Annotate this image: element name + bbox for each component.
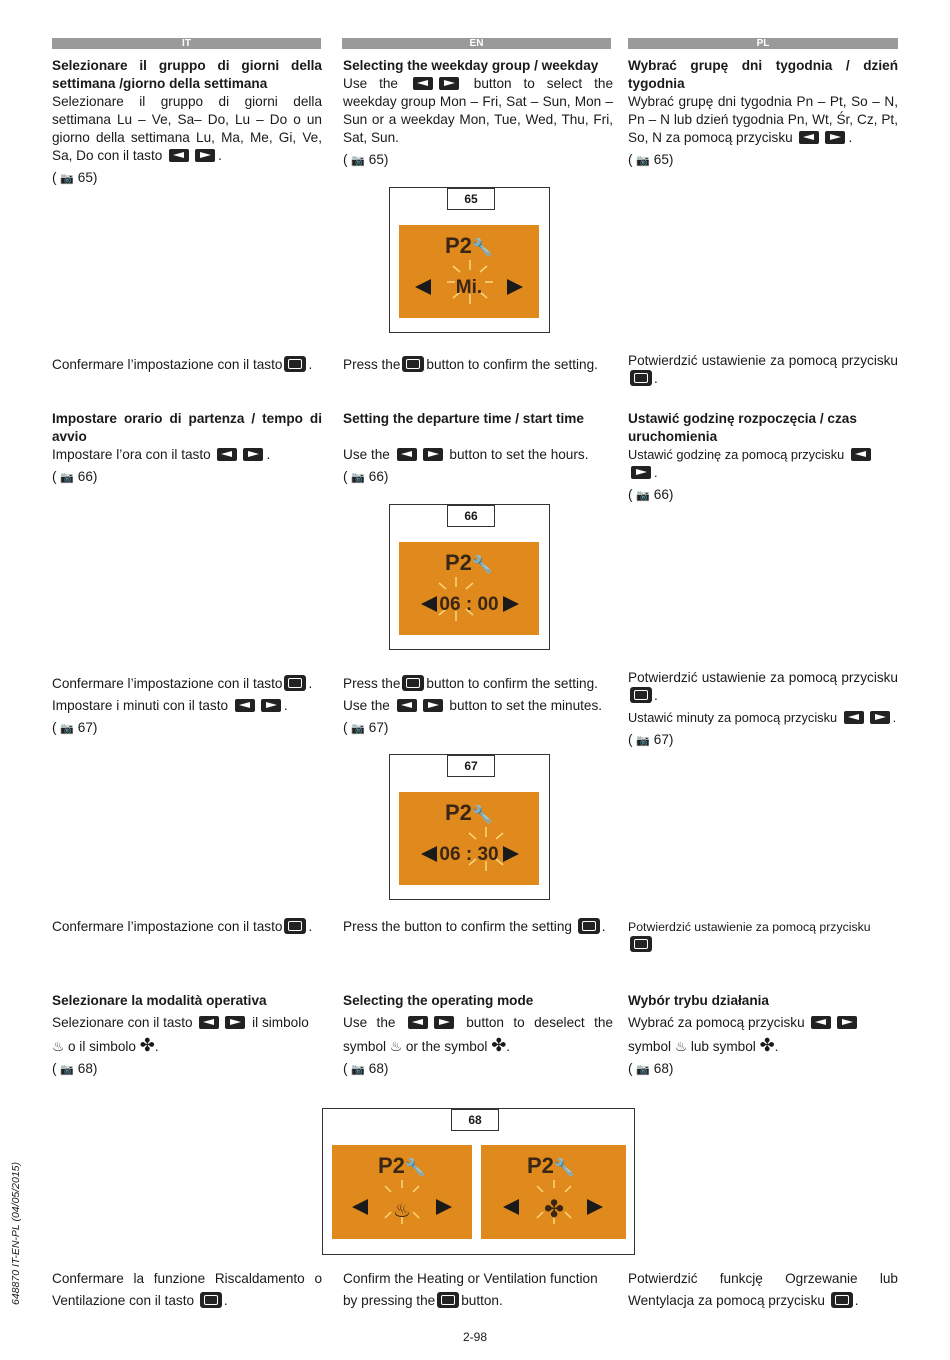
figure-67 bbox=[389, 754, 550, 900]
c2-pl-ref: 67 bbox=[653, 732, 669, 747]
right-button-icon bbox=[423, 699, 443, 712]
s2-it: Impostare orario di partenza / tempo di avvio Impostare l’ora con il tasto . ( 📷 66) bbox=[52, 411, 322, 484]
s3-en-ref: 68 bbox=[368, 1061, 384, 1076]
s1-en-body-pre: Use the bbox=[343, 76, 398, 91]
s3-en-title: Selecting the operating mode bbox=[343, 993, 534, 1008]
s2-en-body: button to set the hours. bbox=[449, 447, 589, 462]
c3-it: Confermare l’impostazione con il tasto . bbox=[52, 919, 313, 934]
left-button-icon bbox=[413, 77, 433, 90]
heating-icon: ♨ bbox=[52, 1039, 65, 1054]
figure-ref-icon: 📷 bbox=[351, 1064, 366, 1076]
s3-pl-title: Wybór trybu działania bbox=[628, 993, 769, 1008]
right-button-icon bbox=[837, 1016, 857, 1029]
right-button-icon bbox=[870, 711, 890, 724]
s2-it-ref: 66 bbox=[77, 469, 93, 484]
right-button-icon bbox=[195, 149, 215, 162]
figure-ref-icon: 📷 bbox=[636, 1064, 651, 1076]
c1-pl: Potwierdzić ustawienie za pomocą przycisku. bbox=[628, 353, 898, 386]
left-button-icon bbox=[169, 149, 189, 162]
left-button-icon bbox=[851, 448, 871, 461]
right-arrow-icon bbox=[436, 1199, 452, 1215]
s1-pl-body: Wybrać grupę dni tygodnia Pn – Pt, So – N, Pn – N lub dzień tygodnia Pn, Wt, Śr, Cz, Pt, So, N za pomocą przycisku bbox=[628, 94, 898, 145]
wrench-icon: 🔧 bbox=[553, 1158, 576, 1177]
figure-68 bbox=[322, 1108, 635, 1255]
right-button-icon bbox=[261, 699, 281, 712]
c1-it: Confermare l’impostazione con il tasto . bbox=[52, 357, 313, 372]
left-button-icon bbox=[408, 1016, 428, 1029]
c2-en-post: button to confirm the setting. bbox=[426, 676, 598, 691]
program-label: P2🔧 bbox=[527, 1153, 576, 1178]
right-button-icon bbox=[243, 448, 263, 461]
wrench-icon: 🔧 bbox=[404, 1158, 427, 1177]
figure-ref-icon: 📷 bbox=[636, 490, 651, 502]
ok-button-icon bbox=[630, 936, 652, 952]
display-screen bbox=[399, 225, 539, 318]
left-button-icon bbox=[811, 1016, 831, 1029]
s3-en: Selecting the operating mode Use the button to deselect the symbol ♨ or the symbol ✤. ( 📷 68) bbox=[343, 990, 613, 1081]
ok-button-icon bbox=[437, 1292, 459, 1308]
s2-it-title: Impostare orario di partenza / tempo di avvio bbox=[52, 411, 322, 444]
wrench-icon: 🔧 bbox=[471, 805, 494, 824]
s3-it-ref: 68 bbox=[77, 1061, 93, 1076]
ok-button-icon bbox=[402, 356, 424, 372]
c2-en-pre: Press the bbox=[343, 676, 401, 691]
fan-icon: ✤ bbox=[759, 1035, 775, 1055]
c4-it-text: Confermare la funzione Riscaldamento o Ventilazione con il tasto bbox=[52, 1271, 322, 1308]
s2-pl-ref: 66 bbox=[653, 487, 669, 502]
c3-it-text: Confermare l’impostazione con il tasto bbox=[52, 919, 283, 934]
c1-pl-text: Potwierdzić ustawienie za pomocą przycisku bbox=[628, 353, 898, 368]
s2-en-ref: 66 bbox=[368, 469, 384, 484]
figure-ref-icon: 📷 bbox=[636, 735, 651, 747]
s3-pl-body-mid: symbol bbox=[628, 1039, 672, 1054]
program-label: P2🔧 bbox=[445, 550, 494, 575]
ok-button-icon bbox=[578, 918, 600, 934]
header-it: IT bbox=[52, 38, 321, 49]
ok-button-icon bbox=[200, 1292, 222, 1308]
time-value: 06 : 30 bbox=[439, 844, 499, 865]
s3-it: Selezionare la modalità operativa Selezionare con il tasto il simbolo ♨ o il simbolo ✤. ( 📷 68) bbox=[52, 990, 322, 1081]
left-button-icon bbox=[397, 699, 417, 712]
s1-pl-ref: 65 bbox=[653, 152, 669, 167]
page-number: 2-98 bbox=[462, 1330, 488, 1344]
c4-en-post: button. bbox=[461, 1293, 503, 1308]
right-arrow-icon bbox=[503, 596, 519, 612]
left-arrow-icon bbox=[503, 1199, 519, 1215]
program-label: P2🔧 bbox=[445, 233, 494, 258]
wrench-icon: 🔧 bbox=[471, 238, 494, 257]
c4-it: Confermare la funzione Riscaldamento o Ventilazione con il tasto . bbox=[52, 1271, 322, 1308]
s1-it-body: Selezionare il gruppo di giorni della settimana Lu – Ve, Sa– Do, Lu – Do o un giorno della settimana Lu, Ma, Me, Gi, Ve, Sa, Do con il tasto bbox=[52, 94, 322, 163]
display-screen-heating bbox=[332, 1145, 472, 1239]
c3-pl bbox=[628, 918, 898, 954]
right-arrow-icon bbox=[507, 279, 523, 295]
s3-en-body-mid2: or the symbol bbox=[405, 1039, 488, 1054]
s3-it-body-mid: il simbolo bbox=[252, 1015, 309, 1030]
figure-ref-icon: 📷 bbox=[60, 472, 75, 484]
c2-it: Confermare l’impostazione con il tasto . Impostare i minuti con il tasto . ( 📷 67) bbox=[52, 676, 313, 735]
s3-pl: Wybór trybu działania Wybrać za pomocą przycisku symbol ♨ lub symbol ✤. ( 📷 68) bbox=[628, 990, 898, 1081]
s2-en-body-pre: Use the bbox=[343, 447, 390, 462]
left-button-icon bbox=[199, 1016, 219, 1029]
header-pl: PL bbox=[628, 38, 898, 49]
c2-it-text2: Impostare i minuti con il tasto bbox=[52, 698, 229, 713]
c2-pl-text2: Ustawić minuty za pomocą przycisku bbox=[628, 710, 838, 725]
c4-pl-text: Potwierdzić funkcję Ogrzewanie lub Wentylacja za pomocą przycisku bbox=[628, 1271, 898, 1308]
figure-65 bbox=[389, 187, 550, 333]
c2-it-text: Confermare l’impostazione con il tasto bbox=[52, 676, 283, 691]
figure-number: 65 bbox=[447, 188, 495, 210]
right-button-icon bbox=[225, 1016, 245, 1029]
c1-it-text: Confermare l’impostazione con il tasto bbox=[52, 357, 283, 372]
figure-number: 67 bbox=[447, 755, 495, 777]
s3-it-body-mid2: o il simbolo bbox=[67, 1039, 136, 1054]
display-screen bbox=[399, 542, 539, 635]
s3-en-body-pre: Use the bbox=[343, 1015, 396, 1030]
s1-it-title: Selezionare il gruppo di giorni della settimana /giorno della settimana bbox=[52, 58, 322, 91]
s1-pl-title: Wybrać grupę dni tygodnia / dzień tygodnia bbox=[628, 58, 898, 91]
s2-pl-title: Ustawić godzinę rozpoczęcia / czas uruchomienia bbox=[628, 411, 857, 444]
left-arrow-icon bbox=[415, 279, 431, 295]
s2-pl: Ustawić godzinę rozpoczęcia / czas uruchomienia Ustawić godzinę za pomocą przycisku . ( 📷 66) bbox=[628, 410, 898, 505]
c2-it-ref: 67 bbox=[77, 720, 93, 735]
s3-en-body-mid: button to deselect the symbol bbox=[343, 1015, 613, 1054]
s1-en-title: Selecting the weekday group / weekday bbox=[343, 58, 599, 73]
s3-it-body-pre: Selezionare con il tasto bbox=[52, 1015, 193, 1030]
header-en: EN bbox=[342, 38, 611, 49]
right-button-icon bbox=[631, 466, 651, 479]
c2-en: Press the button to confirm the setting. Use the button to set the minutes. ( 📷 67) bbox=[343, 676, 603, 735]
fan-icon: ✤ bbox=[491, 1035, 507, 1055]
wrench-icon: 🔧 bbox=[471, 555, 494, 574]
c2-en2: button to set the minutes. bbox=[449, 698, 603, 713]
c2-pl-text: Potwierdzić ustawienie za pomocą przycisku bbox=[628, 670, 898, 685]
c3-en-text: Press the button to confirm the setting bbox=[343, 919, 572, 934]
s2-en-title: Setting the departure time / start time bbox=[343, 411, 584, 426]
heating-icon: ♨ bbox=[674, 1039, 688, 1054]
s3-pl-body-mid2: lub symbol bbox=[690, 1039, 756, 1054]
left-arrow-icon bbox=[352, 1199, 368, 1215]
document-code: 648870 IT-EN-PL (04/05/2015) bbox=[10, 1161, 22, 1305]
c4-en-pre: Confirm the Heating or Ventilation function by pressing the bbox=[343, 1271, 598, 1308]
s1-pl: Wybrać grupę dni tygodnia / dzień tygodnia Wybrać grupę dni tygodnia Pn – Pt, So – N, Pn – N lub dzień tygodnia Pn, Wt, Śr, Cz, Pt, So, N za pomocą przycisku . ( 📷 65) bbox=[628, 58, 898, 167]
c2-en2-pre: Use the bbox=[343, 698, 390, 713]
s3-it-title: Selezionare la modalità operativa bbox=[52, 993, 267, 1008]
heating-icon: ♨ bbox=[389, 1039, 403, 1054]
right-button-icon bbox=[825, 131, 845, 144]
time-value: 06 : 00 bbox=[439, 594, 499, 615]
figure-number: 66 bbox=[447, 505, 495, 527]
figure-ref-icon: 📷 bbox=[351, 723, 366, 735]
ok-button-icon bbox=[284, 675, 306, 691]
heating-icon: ♨ bbox=[393, 1200, 411, 1222]
weekday-value: Mi. bbox=[455, 277, 483, 298]
left-button-icon bbox=[799, 131, 819, 144]
s1-en-ref: 65 bbox=[368, 152, 384, 167]
s1-en-body: button to select the weekday group Mon – Fri, Sat – Sun, Mon – Sun or a weekday Mon, Tue, Wed, Thu, Fri, Sat, Sun. bbox=[343, 76, 614, 145]
s3-pl-body-pre: Wybrać za pomocą przycisku bbox=[628, 1015, 805, 1030]
c4-en bbox=[343, 1268, 613, 1312]
ok-button-icon bbox=[630, 687, 652, 703]
s3-pl-ref: 68 bbox=[653, 1061, 669, 1076]
figure-ref-icon: 📷 bbox=[60, 723, 75, 735]
fan-icon: ✤ bbox=[543, 1196, 565, 1223]
left-button-icon bbox=[217, 448, 237, 461]
s1-it: Selezionare il gruppo di giorni della settimana /giorno della settimana Selezionare il gruppo di giorni della settimana Lu – Ve, Sa– Do, Lu – Do o un giorno della settimana Lu, Ma, Me, Gi, Ve, Sa, Do con il tasto . ( 📷 65) bbox=[52, 58, 322, 185]
s2-pl-body: Ustawić godzinę za pomocą przycisku bbox=[628, 447, 845, 462]
c2-en-ref: 67 bbox=[368, 720, 384, 735]
c2-pl: Potwierdzić ustawienie za pomocą przycisku. Ustawić minuty za pomocą przycisku . ( 📷 67) bbox=[628, 670, 898, 747]
display-screen bbox=[399, 792, 539, 885]
right-button-icon bbox=[423, 448, 443, 461]
right-button-icon bbox=[434, 1016, 454, 1029]
c1-en-pre: Press the bbox=[343, 357, 401, 372]
figure-ref-icon: 📷 bbox=[60, 173, 75, 185]
c3-en: Press the button to confirm the setting . bbox=[343, 919, 606, 934]
c1-en bbox=[343, 356, 613, 374]
fan-icon: ✤ bbox=[139, 1035, 155, 1055]
left-button-icon bbox=[397, 448, 417, 461]
s1-en: Selecting the weekday group / weekday Use the button to select the weekday group Mon – Fri, Sat – Sun, Mon – Sun or a weekday Mon, Tue, Wed, Thu, Fri, Sat, Sun. ( 📷 65) bbox=[343, 58, 614, 167]
display-screen-ventilation bbox=[481, 1145, 626, 1239]
figure-ref-icon: 📷 bbox=[60, 1064, 75, 1076]
right-arrow-icon bbox=[587, 1199, 603, 1215]
program-label: P2🔧 bbox=[445, 800, 494, 825]
program-label: P2🔧 bbox=[378, 1153, 427, 1178]
left-button-icon bbox=[235, 699, 255, 712]
figure-number: 68 bbox=[451, 1109, 499, 1131]
figure-ref-icon: 📷 bbox=[351, 155, 366, 167]
ok-button-icon bbox=[630, 370, 652, 386]
c4-pl: Potwierdzić funkcję Ogrzewanie lub Wentylacja za pomocą przycisku . bbox=[628, 1271, 898, 1308]
figure-66 bbox=[389, 504, 550, 650]
figure-ref-icon: 📷 bbox=[636, 155, 651, 167]
ok-button-icon bbox=[284, 356, 306, 372]
s2-it-body: Impostare l’ora con il tasto bbox=[52, 447, 211, 462]
c3-pl-text: Potwierdzić ustawienie za pomocą przycisku bbox=[628, 920, 871, 934]
left-button-icon bbox=[844, 711, 864, 724]
ok-button-icon bbox=[402, 675, 424, 691]
right-button-icon bbox=[439, 77, 459, 90]
ok-button-icon bbox=[831, 1292, 853, 1308]
s1-it-ref: 65 bbox=[77, 170, 93, 185]
figure-ref-icon: 📷 bbox=[351, 472, 366, 484]
ok-button-icon bbox=[284, 918, 306, 934]
s2-en: Setting the departure time / start time Use the button to set the hours. ( 📷 66) bbox=[343, 410, 613, 487]
c1-en-post: button to confirm the setting. bbox=[426, 357, 598, 372]
